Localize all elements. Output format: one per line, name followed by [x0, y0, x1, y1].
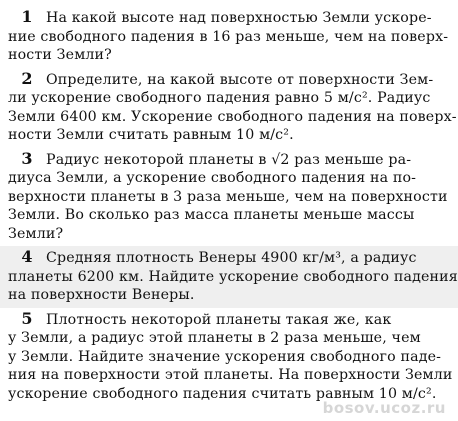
- problem-2-line-1: [8, 70, 448, 90]
- problem-3-line-2: диуса Земли, а ускорение свободного падения на по-: [8, 170, 417, 186]
- problem-3-line-1: [8, 150, 448, 170]
- problem-text: Радиус некоторой планеты в √2 раз меньше ра-: [46, 151, 412, 168]
- problem-4-line-2: планеты 6200 км. Найдите ускорение свободного падения: [8, 268, 458, 285]
- problem-1: [0, 6, 458, 68]
- problem-3-line-5: Земли?: [8, 225, 64, 242]
- problem-number: 3: [21, 148, 33, 168]
- problem-number: 5: [21, 308, 33, 328]
- problem-5-line-4: ния на поверхности этой планеты. На поверхности Земли: [8, 367, 453, 383]
- problem-list: [0, 6, 458, 406]
- problem-text: Средняя плотность Венеры 4900 кг/м³, а радиус: [46, 250, 417, 266]
- problem-3-line-3: верхности планеты в 3 раза меньше, чем на поверхности: [8, 188, 448, 205]
- problem-5: [0, 308, 458, 407]
- problem-4-line-3: на поверхности Венеры.: [8, 287, 195, 303]
- problem-5-line-5: ускорение свободного падения считать равным 10 м/с².: [8, 385, 437, 402]
- problem-4: [0, 246, 458, 308]
- problem-2: [0, 68, 458, 148]
- watermark: bosov.ucoz.ru: [322, 399, 446, 417]
- problem-text: Плотность некоторой планеты такая же, как: [46, 311, 392, 328]
- problem-5-line-1: [8, 310, 448, 330]
- problem-1-line-2: ние свободного падения в 16 раз меньше, чем на поверх-: [8, 28, 449, 45]
- problem-text: На какой высоте над поверхностью Земли ускоре-: [46, 10, 432, 26]
- problem-5-line-3: у Земли. Найдите значение ускорения свободного паде-: [8, 348, 442, 365]
- problem-2-line-4: ности Земли считать равным 10 м/с².: [8, 127, 294, 143]
- problem-number: 1: [21, 7, 33, 26]
- problem-2-line-3: Земли 6400 км. Ускорение свободного падения на поверх-: [8, 108, 457, 125]
- problem-3-line-4: Земли. Во сколько раз масса планеты меньше массы: [8, 207, 415, 223]
- problem-2-line-2: ли ускорение свободного падения равно 5 м/с². Радиус: [8, 90, 431, 106]
- problem-4-line-1: [8, 248, 448, 268]
- problem-number: 4: [21, 247, 33, 266]
- problem-1-line-1: [8, 8, 448, 28]
- problem-text: Определите, на какой высоте от поверхности Зем-: [46, 71, 434, 88]
- problem-3: [0, 148, 458, 247]
- problem-1-line-3: ности Земли?: [8, 47, 112, 63]
- problem-5-line-2: у Земли, а радиус этой планеты в 2 раза меньше, чем: [8, 330, 421, 346]
- problem-number: 2: [21, 68, 33, 88]
